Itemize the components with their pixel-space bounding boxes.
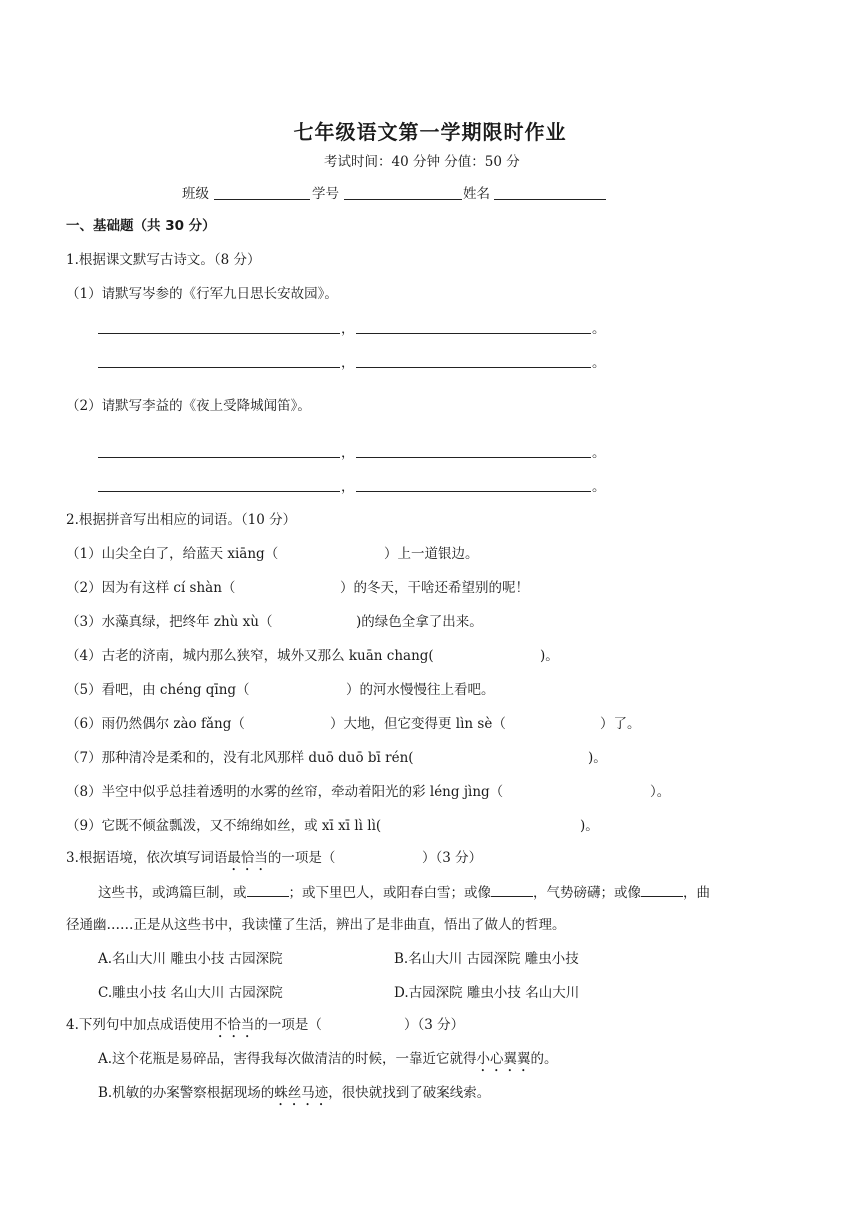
number-blank[interactable] (344, 199, 462, 200)
q2-item-9-post: )。 (580, 818, 599, 834)
q3-passage-b: ；或下里巴人，或阳春白雪；或像 (288, 885, 491, 901)
q2-item-9-pre: （9）它既不倾盆瓢泼，又不绵绵如丝，或 xī xī lì lì( (66, 818, 382, 834)
q3-blank-1[interactable] (247, 882, 289, 897)
q2-item-5-post: ）的河水慢慢往上看吧。 (346, 682, 495, 698)
q3-passage-line1 (98, 882, 710, 903)
period: 。 (592, 445, 606, 461)
q3-passage-line2: 径通幽……正是从这些书中，我读懂了生活，辨出了是非曲直，悟出了做人的哲理。 (66, 917, 566, 933)
q2-item-2-pre: （2）因为有这样 cí shàn（ (66, 580, 236, 596)
q3-passage-c: ，气势磅礴；或像 (533, 885, 641, 901)
q3-option-a[interactable]: A.名山大川 雕虫小技 古园深院 (98, 951, 283, 967)
name-label: 姓名 (463, 186, 490, 202)
q4-option-b[interactable] (98, 1083, 490, 1109)
q4-stem (66, 1015, 322, 1041)
q4-stem-emphasis: 不恰当 (213, 1017, 255, 1033)
q2-item-6-pre: （6）雨仍然偶尔 zào fǎng（ (66, 716, 245, 732)
q3-passage-a: 这些书，或鸿篇巨制，或 (98, 885, 247, 901)
q2-item-8-pre: （8）半空中似乎总挂着透明的水雾的丝帘，牵动着阳光的彩 léng jìng（ (66, 784, 504, 800)
q2-item-1-post: ）上一道银边。 (384, 546, 479, 562)
q4-b-text-end: ，很快就找到了破案线索。 (328, 1085, 491, 1101)
q2-item-3-pre: （3）水藻真绿，把终年 zhù xù（ (66, 614, 273, 630)
q3-option-c[interactable]: C.雕虫小技 名山大川 古园深院 (98, 985, 283, 1001)
poem2-line1-blank-a[interactable] (98, 457, 340, 458)
period: 。 (592, 321, 606, 337)
q2-item-4-post: )。 (540, 648, 559, 664)
section-heading: 一、基础题（共 30 分） (66, 218, 216, 234)
q4-stem-text: 4.下列句中加点成语使用 (66, 1017, 214, 1033)
q2-item-3-post: )的绿色全拿了出来。 (356, 614, 483, 630)
comma: ， (341, 445, 355, 461)
q3-stem-score: ）（3 分） (422, 850, 483, 866)
q4-stem-text-b: 的一项是（ (254, 1017, 322, 1033)
q4-a-text: A.这个花瓶是易碎品，害得我每次做清洁的时候，一靠近它就得 (98, 1051, 477, 1067)
q1-part1: （1）请默写岑参的《行军九日思长安故园》。 (66, 286, 338, 302)
q2-stem: 2.根据拼音写出相应的词语。（10 分） (66, 512, 297, 528)
poem2-line1-blank-b[interactable] (356, 457, 591, 458)
exam-info: 考试时间：40 分钟 分值：50 分 (324, 154, 520, 170)
q3-option-b[interactable]: B.名山大川 古园深院 雕虫小技 (394, 951, 579, 967)
q2-item-6-mid: ）大地，但它变得更 lìn sè（ (330, 716, 506, 732)
number-label: 学号 (312, 186, 339, 202)
poem1-line1-blank-a[interactable] (98, 333, 340, 334)
q4-a-text-end: 的。 (530, 1051, 558, 1067)
class-blank[interactable] (214, 199, 310, 200)
q3-stem-text-b: 的一项是（ (267, 850, 336, 866)
poem2-line2-blank-b[interactable] (356, 491, 591, 492)
name-blank[interactable] (494, 199, 606, 200)
q4-option-a[interactable] (98, 1049, 558, 1075)
q2-item-2-post: ）的冬天，干啥还希望别的呢！ (340, 580, 529, 596)
q2-item-6-post: ）了。 (600, 716, 641, 732)
period: 。 (592, 355, 606, 371)
q3-stem-emphasis: 最恰当 (227, 850, 268, 866)
comma: ， (341, 321, 355, 337)
q2-item-1-pre: （1）山尖全白了，给蓝天 xiāng（ (66, 546, 279, 562)
q3-option-d[interactable]: D.古园深院 雕虫小技 名山大川 (394, 985, 580, 1001)
q1-part2: （2）请默写李益的《夜上受降城闻笛》。 (66, 398, 311, 414)
comma: ， (341, 479, 355, 495)
q2-item-7-post: )。 (588, 750, 607, 766)
poem1-line2-blank-a[interactable] (98, 367, 340, 368)
class-label: 班级 (182, 186, 209, 202)
poem1-line2-blank-b[interactable] (356, 367, 591, 368)
q1-stem: 1.根据课文默写古诗文。（8 分） (66, 252, 261, 268)
q3-stem-text: 3.根据语境，依次填写词语 (66, 850, 228, 866)
q3-blank-2[interactable] (491, 882, 533, 897)
q2-item-5-pre: （5）看吧，由 chéng qīng（ (66, 682, 250, 698)
poem1-line1-blank-b[interactable] (356, 333, 591, 334)
q2-item-7-pre: （7）那种清冷是柔和的，没有北风那样 duō duō bī rén( (66, 750, 414, 766)
q3-passage-d: ，曲 (683, 885, 710, 901)
q4-b-text: B.机敏的办案警察根据现场的 (98, 1085, 275, 1101)
comma: ， (341, 355, 355, 371)
q2-item-8-post: ）。 (650, 784, 671, 800)
page-title: 七年级语文第一学期限时作业 (293, 120, 567, 144)
q3-blank-3[interactable] (641, 882, 683, 897)
q4-a-idiom: 小心翼翼 (476, 1051, 531, 1067)
q4-stem-score: ）（3 分） (404, 1017, 465, 1033)
q4-b-idiom: 蛛丝马迹 (274, 1085, 329, 1101)
q3-stem (66, 848, 335, 874)
period: 。 (592, 479, 606, 495)
q2-item-4-pre: （4）古老的济南，城内那么狭窄，城外又那么 kuān chang( (66, 648, 434, 664)
poem2-line2-blank-a[interactable] (98, 491, 340, 492)
